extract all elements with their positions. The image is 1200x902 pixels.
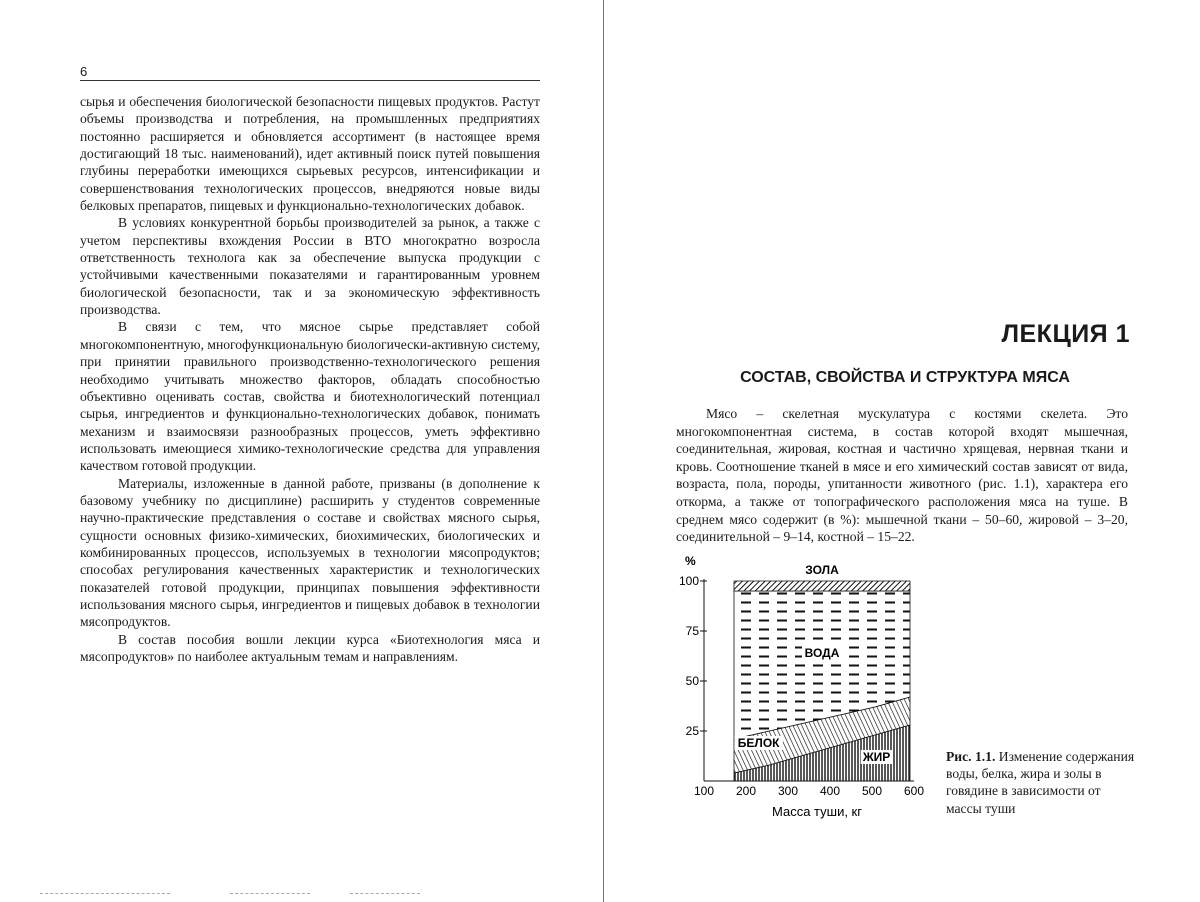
paragraph: В связи с тем, что мясное сырье представляет собой многокомпонентную, многофункциональную биологически-активную систему, при принятии правильного производственно-технологического решения необходимо учитывать множество факторов, обладать способностью объективно оценивать состав, свойства и биотехнологический потенциал сырья, ингредиентов и функционально-технологических добавок, понимать механизм и взаимосвязи разнообразных процессов, уметь эффективно использовать имеющиеся химико-технологические средства для управления качеством готовой продукции. — [80, 318, 540, 474]
x-axis-label: Масса туши, кг — [772, 804, 862, 819]
x-tick-label: 500 — [862, 784, 882, 798]
right-body-text — [676, 405, 1128, 546]
figure-caption-text: Изменение содержания воды, белка, жира и золы в говядине в зависимости от массы туши — [946, 749, 1134, 816]
scan-artifact — [230, 893, 310, 894]
series-label-ВОДА: ВОДА — [805, 646, 840, 660]
x-tick-label: 400 — [820, 784, 840, 798]
left-page — [0, 0, 600, 902]
figure-number: Рис. 1.1. — [946, 749, 995, 764]
left-body-text — [80, 93, 540, 665]
y-axis-label: % — [685, 554, 696, 568]
series-label-ЗОЛА: ЗОЛА — [805, 563, 839, 577]
paragraph: сырья и обеспечения биологической безопасности пищевых продуктов. Растут объемы производства и потребления, на промышленных предприятиях постоянно расширяется и обновляется ассортимент (в настоящее время достигающий 18 тыс. наименований), идет активный поиск путей повышения глубины переработки имеющихся сырьевых ресурсов, интенсификации и совершенствования технологических процессов, внедряются новые виды белковых препаратов, пищевых и функционально-технологических добавок. — [80, 93, 540, 214]
header-rule — [80, 80, 540, 81]
x-tick-label: 600 — [904, 784, 924, 798]
y-tick-label: 100 — [679, 574, 699, 588]
figure-caption — [946, 748, 1136, 817]
series-label-БЕЛОК: БЕЛОК — [738, 736, 780, 750]
y-tick-label: 25 — [686, 724, 700, 738]
chapter-title: СОСТАВ, СВОЙСТВА И СТРУКТУРА МЯСА — [705, 369, 1105, 387]
paragraph: Материалы, изложенные в данной работе, призваны (в дополнение к базовому учебнику по дисциплине) расширить у студентов современные научно-практические представления о составе и свойствах мясного сырья, сущности основных физико-химических, биохимических, биологических и комбинированных процессов, используемых в технологии мясопродуктов; способах регулирования качественных характеристик и технологических показателей готовой продукции, принципах повышения эффективности использования мясного сырья, ингредиентов и пищевых добавок в технологии мясопродуктов. — [80, 475, 540, 631]
lecture-title: ЛЕКЦИЯ 1 — [1001, 320, 1130, 349]
series-band-ЗОЛА — [734, 581, 910, 591]
paragraph: Мясо – скелетная мускулатура с костями скелета. Это многокомпонентная система, в состав которой входят мышечная, соединительная, жировая, костная и частично хрящевая, нервная ткани и кровь. Соотношение тканей в мясе и его химический состав зависят от вида, возраста, пола, породы, упитанности животного (рис. 1.1), характера его откорма, а также от топографического расположения мяса на туше. В среднем мясо содержит (в %): мышечной ткани – 50–60, жировой – 3–20, соединительной – 9–14, костной – 15–22. — [676, 405, 1128, 546]
series-label-ЖИР: ЖИР — [862, 750, 890, 764]
composition-chart — [668, 553, 918, 828]
paragraph: В состав пособия вошли лекции курса «Биотехнология мяса и мясопродуктов» по наиболее актуальным темам и направлениям. — [80, 631, 540, 666]
x-tick-label: 300 — [778, 784, 798, 798]
y-tick-label: 50 — [686, 674, 700, 688]
x-tick-label: 100 — [694, 784, 714, 798]
x-tick-label: 200 — [736, 784, 756, 798]
paragraph: В условиях конкурентной борьбы производителей за рынок, а также с учетом перспективы вхождения России в ВТО многократно возросла ответственность технолога как за обеспечение выпуска продукции с устойчивыми качественными показателями и гарантированным уровнем биологической безопасности, так и за экономическую эффективность производства. — [80, 214, 540, 318]
scan-artifact — [350, 893, 420, 894]
scan-artifact — [40, 893, 170, 894]
page-number: 6 — [80, 64, 87, 79]
y-tick-label: 75 — [686, 624, 700, 638]
